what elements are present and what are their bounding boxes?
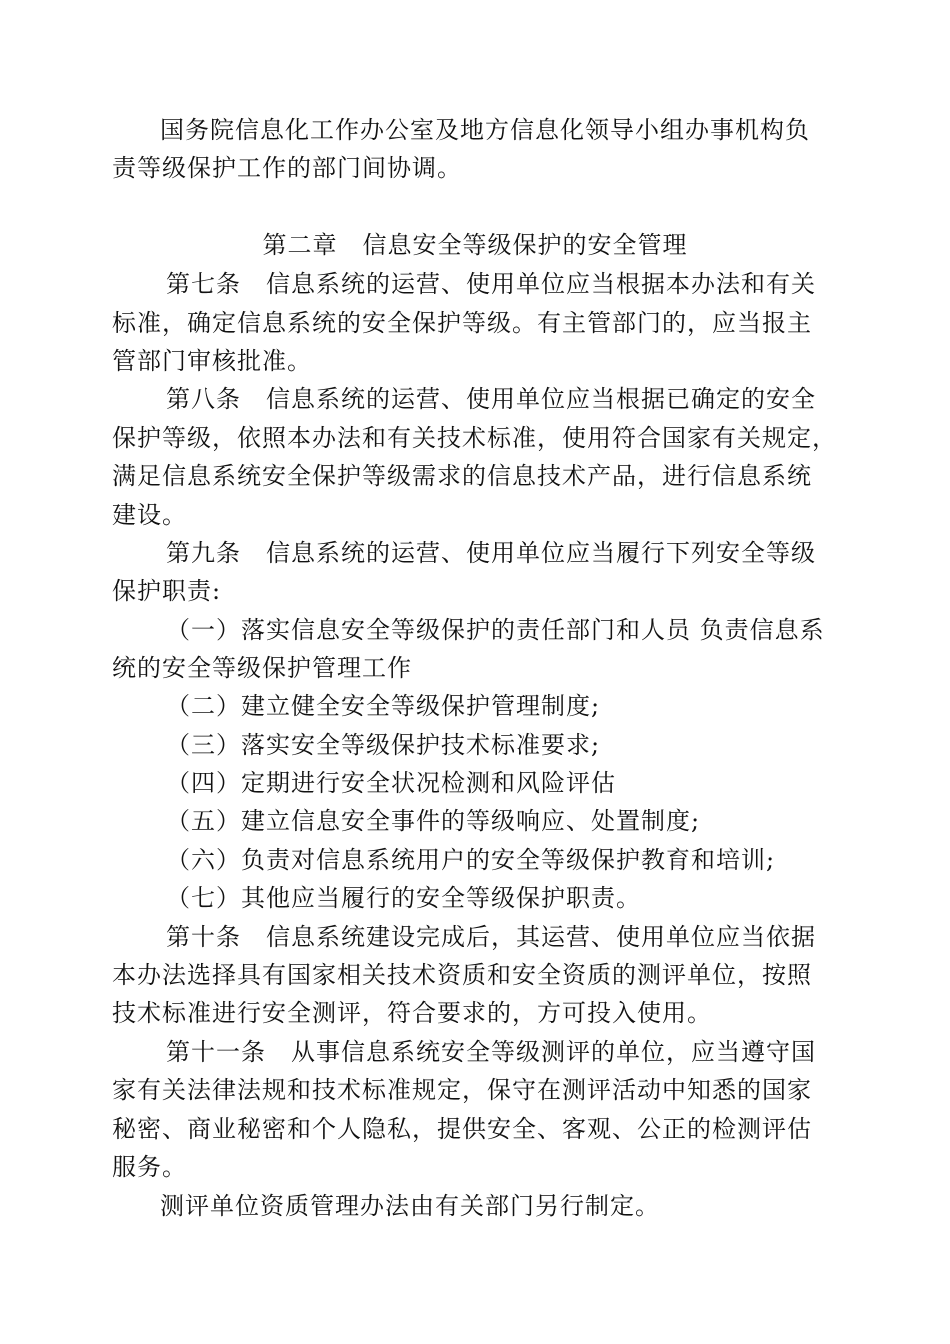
closing-line: 测评单位资质管理办法由有关部门另行制定。 bbox=[160, 1192, 660, 1220]
article10-line-1: 第十条 信息系统建设完成后，其运营、使用单位应当依据 bbox=[166, 923, 816, 951]
article9-item-2: （二）建立健全安全等级保护管理制度; bbox=[166, 692, 601, 720]
article9-item-1-cont: 统的安全等级保护管理工作 bbox=[112, 654, 412, 682]
article8-line-4: 建设。 bbox=[112, 501, 187, 529]
intro-line-1: 国务院信息化工作办公室及地方信息化领导小组办事机构负 bbox=[160, 116, 810, 144]
article7-line-3: 管部门审核批准。 bbox=[112, 347, 312, 375]
article9-line-2: 保护职责: bbox=[112, 577, 222, 605]
article8-line-1: 第八条 信息系统的运营、使用单位应当根据已确定的安全 bbox=[166, 385, 816, 413]
article9-item-5: （五）建立信息安全事件的等级响应、处置制度; bbox=[166, 807, 701, 835]
article8-line-2: 保护等级，依照本办法和有关技术标准，使用符合国家有关规定， bbox=[112, 424, 837, 452]
article11-line-1: 第十一条 从事信息系统安全等级测评的单位，应当遵守国 bbox=[166, 1038, 816, 1066]
article9-item-6: （六）负责对信息系统用户的安全等级保护教育和培训; bbox=[166, 846, 776, 874]
article9-item-4: （四）定期进行安全状况检测和风险评估 bbox=[166, 769, 616, 797]
article9-line-1: 第九条 信息系统的运营、使用单位应当履行下列安全等级 bbox=[166, 539, 816, 567]
article10-line-3: 技术标准进行安全测评，符合要求的，方可投入使用。 bbox=[112, 999, 712, 1027]
article9-item-1: （一）落实信息安全等级保护的责任部门和人员 负责信息系 bbox=[166, 616, 825, 644]
article10-line-2: 本办法选择具有国家相关技术资质和安全资质的测评单位，按照 bbox=[112, 961, 812, 989]
article11-line-3: 秘密、商业秘密和个人隐私，提供安全、客观、公正的检测评估 bbox=[112, 1115, 812, 1143]
intro-line-2: 责等级保护工作的部门间协调。 bbox=[112, 154, 462, 182]
article9-item-7: （七）其他应当履行的安全等级保护职责。 bbox=[166, 884, 641, 912]
article8-line-3: 满足信息系统安全保护等级需求的信息技术产品，进行信息系统 bbox=[112, 462, 812, 490]
chapter-title: 第二章 信息安全等级保护的安全管理 bbox=[262, 231, 688, 259]
article7-line-1: 第七条 信息系统的运营、使用单位应当根据本办法和有关 bbox=[166, 270, 816, 298]
article11-line-2: 家有关法律法规和技术标准规定，保守在测评活动中知悉的国家 bbox=[112, 1076, 812, 1104]
article11-line-4: 服务。 bbox=[112, 1153, 187, 1181]
article9-item-3: （三）落实安全等级保护技术标准要求; bbox=[166, 731, 601, 759]
article7-line-2: 标准，确定信息系统的安全保护等级。有主管部门的，应当报主 bbox=[112, 309, 812, 337]
